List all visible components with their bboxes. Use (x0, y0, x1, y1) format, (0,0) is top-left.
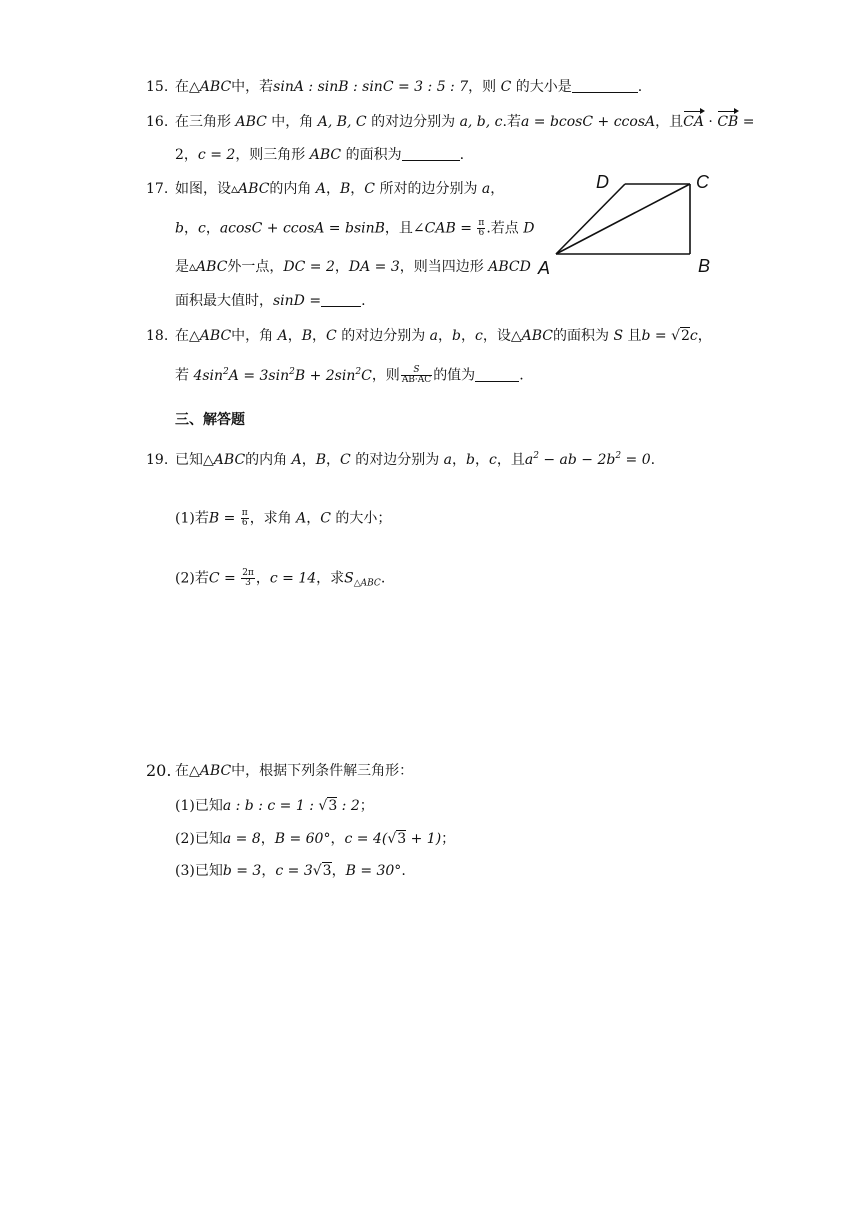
vector-cb: CB (717, 114, 739, 130)
q19-line1: 已知△ABC的内角 A，B，C 的对边分别为 a，b，c，且$a^2$ − ab − $2b^2 = 0$. (175, 451, 656, 468)
q20-number: 20. (146, 761, 172, 780)
q20-part2: (2)已知a = 8，B = 60°，c = 4(√3 + 1)； (175, 831, 456, 847)
q19-number: 19. (146, 452, 169, 468)
q17-line1: 如图，设▵ABC的内角 A，B，C 所对的边分别为 a， (175, 181, 505, 197)
q19-part2: (2)若C = $\frac{2\pi}{3}$ ，c = 14，求$S_{\triangle ABC}$. (175, 568, 386, 589)
q16-number: 16. (146, 114, 169, 130)
edge-ad (556, 184, 625, 254)
q15-ratio: sinA : sinB : sinC = 3 : 5 : 7 (273, 79, 469, 95)
q17-line3: 是▵ABC外一点，DC = 2，DA = 3，则当四边形 ABCD (175, 259, 531, 275)
q17-answer-blank (321, 292, 361, 307)
q18-number: 18. (146, 328, 169, 344)
label-c: C (696, 172, 709, 192)
diagonal-ac (556, 184, 690, 254)
q15-text: 在△ABC中，若sinA : sinB : sinC = 3 : 5 : 7，则 C 的大小是 . (175, 79, 643, 95)
q18-line2: 若 $4\sin^2A = 3\sin^2B + 2\sin^2C$，则 $\frac{S}{AB\cdot AC}$ 的值为 . (175, 365, 524, 385)
quadrilateral-figure (530, 168, 726, 278)
q20-part3: (3)已知b = 3，c = 3√3，B = 30°. (175, 863, 406, 879)
q16-line1: 在三角形 ABC 中，角 A, B, C 的对边分别为 a, b, c.若a = bcosC + ccosA，且CA · CB = (175, 114, 755, 130)
q16-line2: 2，c = 2，则三角形 ABC 的面积为 . (175, 147, 465, 163)
q20-part1: (1)已知a : b : c = 1 : √3 : 2； (175, 798, 374, 814)
q19-part1: (1)若B = $\frac{\pi}{6}$ ，求角 A，C 的大小； (175, 508, 392, 528)
q18-answer-blank (475, 367, 519, 382)
section-heading: 三、解答题 (175, 412, 245, 428)
label-b: B (698, 256, 711, 276)
q17-line4: 面积最大值时，sinD = . (175, 293, 366, 309)
vector-ca: CA (683, 114, 704, 130)
label-a: A (538, 258, 551, 278)
q16-answer-blank (402, 146, 460, 161)
q17-line2: b，c，acosC + ccosA = bsinB，且∠CAB = $\frac{\pi}{6}$ .若点 D (175, 218, 535, 238)
q15-number: 15. (146, 79, 169, 95)
label-d: D (596, 172, 609, 192)
q15-answer-blank (572, 78, 638, 93)
q20-line1: 在△ABC中，根据下列条件解三角形： (175, 763, 414, 779)
q18-line1: 在△ABC中，角 A，B，C 的对边分别为 a，b，c，设△ABC的面积为 S 且b = √2c， (175, 328, 712, 344)
q17-number: 17. (146, 181, 169, 197)
